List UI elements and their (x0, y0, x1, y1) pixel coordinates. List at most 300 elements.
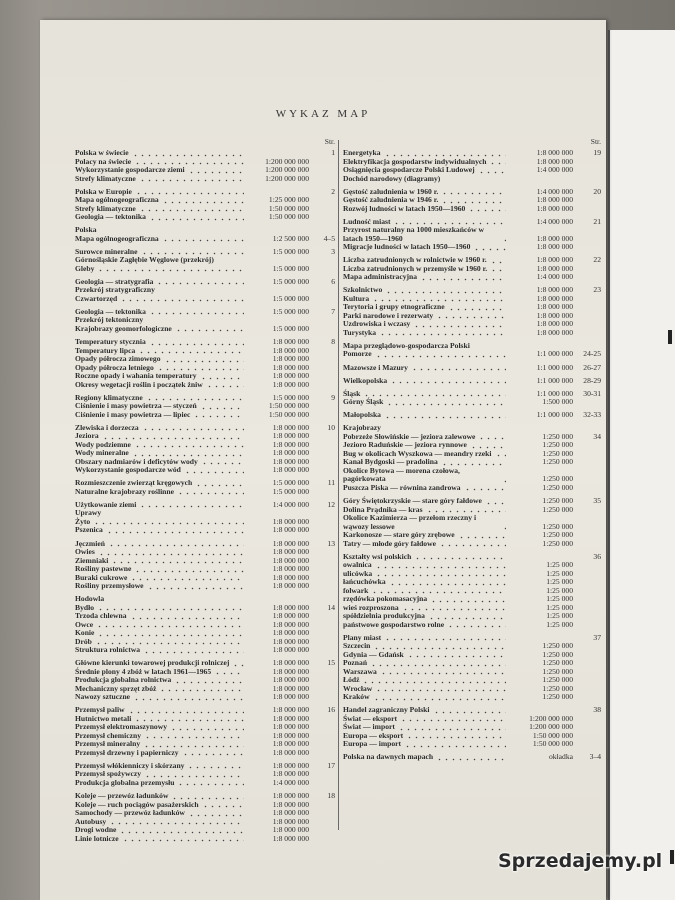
map-scale: 1:50 000 000 (268, 401, 309, 411)
map-scale: 1:25 000 (546, 560, 573, 570)
dot-leader (200, 404, 244, 410)
dot-leader (363, 391, 506, 397)
dot-leader (420, 275, 506, 281)
map-entry (75, 381, 335, 390)
map-entry (75, 693, 335, 702)
map-group (343, 218, 601, 252)
map-scale: 1:8 000 000 (272, 611, 309, 621)
map-entry (343, 377, 601, 386)
page-number: 38 (593, 705, 601, 715)
page-number: 1 (331, 148, 335, 157)
map-title: Polska w świecie (75, 148, 129, 157)
map-group (75, 595, 335, 655)
dot-leader (436, 313, 506, 319)
page-number: 6 (331, 276, 335, 286)
dot-leader (133, 695, 244, 701)
map-scale: 1:5 000 000 (272, 306, 309, 316)
map-scale: 1:5 000 000 (272, 263, 309, 273)
map-title: Śląsk (343, 388, 361, 398)
map-scale: 1:8 000 000 (272, 354, 309, 364)
dot-leader (182, 750, 244, 756)
map-scale: 1:50 000 000 (532, 739, 573, 749)
map-title: Przemysł drzewny i papierniczy (75, 747, 179, 757)
dot-leader (384, 635, 506, 641)
map-entry (343, 514, 601, 531)
map-scale: 1:8 000 000 (272, 722, 309, 732)
map-entry (343, 329, 601, 338)
map-title: Świat — eksport (343, 713, 398, 723)
dot-leader (386, 400, 506, 406)
map-scale: 1:1 000 000 (536, 362, 573, 372)
map-entry (75, 749, 335, 758)
dot-leader (400, 716, 506, 722)
dot-leader (107, 597, 244, 603)
map-scale: 1:8 000 000 (272, 431, 309, 441)
map-scale: 1:250 000 (542, 530, 573, 540)
map-scale: 1:200 000 000 (529, 722, 573, 732)
map-scale: 1:250 000 (542, 440, 573, 450)
map-scale: 1:250 000 (542, 692, 573, 702)
dot-leader (201, 459, 244, 465)
map-title: Wody mineralne (75, 448, 129, 458)
map-title: Produkcja globalna rolnictwa (75, 675, 172, 685)
map-group (343, 390, 601, 407)
map-scale: 1:4 000 000 (536, 186, 573, 196)
map-scale: 1:8 000 000 (272, 456, 309, 466)
map-entry (75, 646, 335, 655)
map-scale: 1:250 000 (542, 474, 573, 484)
dot-leader (464, 485, 506, 491)
map-group (343, 497, 601, 548)
map-group (75, 762, 335, 788)
map-title: Szczecin (343, 641, 371, 651)
dot-leader (162, 236, 244, 242)
map-title: Buraki cukrowe (75, 572, 128, 582)
map-title: Kraków (343, 692, 370, 702)
map-group (75, 479, 335, 496)
map-entry (343, 740, 601, 749)
dot-leader (370, 661, 506, 667)
map-scale: 1:25 000 (546, 619, 573, 629)
map-scale: 1:4 000 000 (536, 165, 573, 174)
map-scale: 1:8 000 000 (272, 371, 309, 381)
map-scale: 1:8 000 000 (536, 148, 573, 157)
map-entry (343, 364, 601, 373)
map-scale: 1:200 000 000 (265, 156, 309, 166)
dot-leader (406, 733, 506, 739)
map-group (75, 278, 335, 304)
page-number: 16 (327, 705, 335, 715)
dot-leader (132, 451, 244, 457)
map-scale: 1:8 000 000 (272, 808, 309, 817)
map-title: Warszawa (343, 666, 377, 676)
map-group (75, 308, 335, 334)
map-scale: 1:8 000 000 (272, 602, 309, 612)
map-title: Przemysł włókienniczy i skórzany (75, 760, 185, 770)
page-number: 11 (327, 478, 335, 488)
map-title: Kształty wsi polskich (343, 551, 412, 561)
map-entry (343, 243, 601, 252)
dot-leader (436, 755, 506, 761)
map-entry (343, 350, 601, 359)
map-scale: 1:8 000 000 (536, 302, 573, 312)
map-entry (75, 235, 335, 244)
map-scale: 1:8 000 000 (272, 739, 309, 749)
map-scale: 1:8 000 000 (272, 747, 309, 757)
map-scale: 1:4 000 000 (272, 499, 309, 509)
map-title: spółdzielnia produkcyjna (343, 611, 425, 621)
dot-leader (217, 258, 244, 264)
map-title: Kultura (343, 293, 370, 303)
page-number: 13 (327, 538, 335, 548)
page-number: 4–5 (323, 233, 335, 243)
map-scale: 1:250 000 (542, 649, 573, 659)
map-title: Polska (75, 225, 97, 235)
map-group (75, 338, 335, 389)
dot-leader (385, 288, 506, 294)
map-title: Ciśnienie i masy powietrza — styczeń (75, 401, 197, 411)
dot-leader (379, 330, 506, 336)
dot-leader (144, 772, 244, 778)
map-entry (343, 175, 601, 184)
map-title: wieś rozproszona (343, 602, 399, 612)
map-scale: 1:8 000 000 (536, 156, 573, 166)
map-scale: 1:25 000 (546, 585, 573, 595)
map-title: Temperatury stycznia (75, 337, 146, 347)
map-title: Uprawy (75, 508, 102, 518)
map-group (75, 424, 335, 475)
map-title: Polacy na świecie (75, 156, 132, 166)
map-scale: 1:8 000 000 (272, 675, 309, 685)
page-number: 8 (331, 337, 335, 347)
page-number: 19 (593, 148, 601, 157)
map-title: łańcuchówka (343, 577, 386, 587)
map-scale: 1:5 000 000 (272, 392, 309, 402)
map-scale: 1:8 000 000 (272, 345, 309, 355)
dot-leader (98, 550, 244, 556)
map-scale: 1:250 000 (542, 675, 573, 685)
dot-leader (362, 678, 506, 684)
map-title: Rośliny pastewne (75, 564, 132, 574)
map-scale: 1:250 000 (542, 482, 573, 492)
map-scale: 1:250 000 (542, 521, 573, 531)
map-entry (75, 835, 335, 844)
dot-leader (139, 176, 244, 182)
page-number: 30-31 (583, 388, 601, 398)
map-title: Konie (75, 628, 95, 638)
map-title: Przemysł chemiczny (75, 730, 141, 740)
dot-leader (448, 305, 506, 311)
map-entry (75, 411, 335, 420)
dot-leader (188, 811, 244, 817)
map-title: Parki narodowe i rezerwaty (343, 310, 434, 320)
map-group (343, 753, 601, 762)
map-title: Uzdrowiska i wczasy (343, 319, 411, 329)
map-entry (343, 693, 601, 702)
map-entry (75, 325, 335, 334)
dot-leader (147, 584, 244, 590)
map-scale: 1:250 000 (542, 666, 573, 676)
map-title: Wykorzystanie gospodarcze wód (75, 465, 181, 475)
dot-leader (375, 352, 506, 358)
map-scale: 1:8 000 000 (536, 203, 573, 213)
map-scale: 1:8 000 000 (272, 516, 309, 526)
map-title: Okresy wegetacji roślin i początek żniw (75, 379, 203, 389)
map-group (343, 256, 601, 282)
map-scale: 1:8 000 000 (272, 619, 309, 629)
dot-leader (93, 519, 244, 525)
map-title: Hodowla (75, 594, 105, 604)
map-title: Okolice Bytowa — morena czołowa, pagórkowata (343, 465, 460, 484)
map-entry (75, 779, 335, 788)
map-title: Elektryfikacja gospodarstw indywidualnych (343, 156, 487, 166)
dot-leader (193, 412, 244, 418)
map-scale: 1:25 000 (546, 611, 573, 621)
dot-leader (389, 580, 506, 586)
map-scale: 1:8 000 000 (272, 833, 309, 843)
dot-leader (143, 648, 244, 654)
right-column (343, 137, 601, 767)
dot-leader (143, 742, 244, 748)
page-number: 7 (331, 306, 335, 316)
dot-leader (162, 198, 244, 204)
page-number: 34 (593, 431, 601, 441)
map-scale: 1:4 000 000 (536, 216, 573, 226)
map-scale: 1:8 000 000 (272, 538, 309, 548)
map-group (343, 149, 601, 183)
dot-leader (142, 425, 244, 431)
page-number: 22 (593, 255, 601, 265)
map-title: Zlewiska i dorzecza (75, 422, 139, 432)
dot-leader (130, 575, 244, 581)
dot-leader (97, 266, 244, 272)
page-number: 3–4 (589, 752, 601, 762)
dot-leader (375, 563, 506, 569)
map-title: Średnie plony 4 zbóż w latach 1961—1965 (75, 666, 212, 676)
map-title: Geologia — stratygrafia (75, 276, 154, 286)
map-group (343, 364, 601, 373)
dot-leader (132, 151, 244, 157)
map-title: Mapa administracyjna (343, 272, 418, 282)
dot-leader (177, 489, 244, 495)
dot-leader (158, 288, 244, 294)
dot-leader (106, 528, 244, 534)
map-title: Polska w Europie (75, 186, 132, 196)
dot-leader (122, 836, 244, 842)
next-page-edge (608, 30, 675, 900)
dot-leader (478, 434, 506, 440)
map-scale: 1:8 000 000 (272, 379, 309, 389)
map-scale: 1:5 000 000 (272, 323, 309, 333)
dot-leader (433, 708, 507, 714)
dot-leader (202, 802, 244, 808)
map-title: Strefy klimatyczne (75, 173, 136, 183)
map-entry (75, 501, 335, 510)
map-scale: 1:250 000 (542, 504, 573, 514)
page-number: 21 (593, 216, 601, 226)
map-title: Górnośląskie Zagłębie Węglowe (przekrój) (75, 255, 214, 265)
map-scale: 1:8 000 000 (272, 422, 309, 432)
map-title: Ziemniaki (75, 555, 109, 565)
dot-leader (495, 451, 506, 457)
map-entry (343, 273, 601, 282)
page-number: 26-27 (583, 362, 601, 372)
map-scale: 1:8 000 000 (536, 285, 573, 295)
map-group (75, 659, 335, 702)
dot-leader (373, 695, 506, 701)
dot-leader (404, 742, 506, 748)
map-scale: 1:8 000 000 (272, 564, 309, 574)
map-scale: 1:8 000 000 (272, 816, 309, 826)
dot-leader (170, 725, 244, 731)
map-title: Puszcza Piska — równina zandrowa (343, 482, 461, 492)
map-title: Bug w okolicach Wyszkowa — meandry rzeki (343, 448, 492, 458)
map-group (75, 149, 335, 183)
map-scale: 1:25 000 (546, 577, 573, 587)
map-group (343, 706, 601, 749)
dot-leader (119, 828, 244, 834)
page-column-header: Str. (324, 137, 335, 146)
map-scale: 1:8 000 000 (272, 769, 309, 779)
map-title: Opady półrocza letniego (75, 362, 154, 372)
map-scale: 1:8 000 000 (272, 362, 309, 372)
map-title: Produkcja globalna przemysłu (75, 777, 175, 787)
map-title: owalnica (343, 560, 372, 570)
dot-leader (398, 725, 506, 731)
dot-leader (134, 567, 244, 573)
map-scale: 1:8 000 000 (536, 327, 573, 337)
map-title: Drogi wodne (75, 825, 117, 834)
map-title: Koleje — przewóz ładunków (75, 791, 169, 800)
dot-leader (490, 258, 506, 264)
map-title: Ludność miast (343, 216, 391, 226)
map-scale: 1:2 500 000 (272, 233, 309, 243)
dot-leader (188, 168, 244, 174)
dot-leader (111, 558, 244, 564)
map-title: Dolina Prądnika — kras (343, 504, 423, 514)
dot-leader (175, 326, 244, 332)
dot-leader (485, 499, 506, 505)
page-number: 17 (327, 760, 335, 770)
map-entry (343, 621, 601, 630)
map-scale: 1:8 000 000 (272, 636, 309, 646)
map-scale: 1:1 000 000 (536, 388, 573, 398)
dot-leader (139, 206, 244, 212)
map-scale: 1:200 000 000 (265, 173, 309, 183)
map-scale: 1:8 000 000 (272, 337, 309, 347)
map-title: Owies (75, 547, 95, 557)
map-scale: 1:8 000 000 (536, 195, 573, 205)
dot-leader (458, 533, 506, 539)
map-title: Geologia — tektonika (75, 306, 146, 316)
map-title: Przekrój stratygraficzny (75, 285, 155, 295)
map-group (343, 286, 601, 337)
map-title: Mechaniczny sprzęt zbóż (75, 683, 157, 693)
map-entry (75, 526, 335, 535)
map-title: Łódź (343, 675, 360, 685)
map-entry (75, 488, 335, 497)
map-title: Nawozy sztuczne (75, 692, 131, 702)
map-title: Górny Śląsk (343, 397, 384, 407)
map-group (75, 540, 335, 591)
map-scale: 1:8 000 000 (272, 525, 309, 535)
map-title: Świat — import (343, 722, 395, 732)
dot-leader (134, 442, 244, 448)
map-entry (75, 295, 335, 304)
map-title: Hutnictwo metali (75, 713, 132, 723)
map-scale: 1:25 000 (546, 602, 573, 612)
map-group (75, 226, 335, 243)
map-title: Migracje ludności w latach 1950—1960 (343, 242, 471, 252)
map-entry (343, 753, 601, 762)
map-title: Przemysł paliw (75, 705, 125, 715)
map-title: Gdynia — Gdańsk (343, 649, 404, 659)
map-scale: 1:8 000 000 (272, 448, 309, 458)
map-entry (75, 175, 335, 184)
dot-leader (428, 614, 506, 620)
dot-leader (149, 215, 244, 221)
map-group (343, 634, 601, 702)
map-title: Mapa przeglądowo-gospodarcza Polski (343, 340, 470, 350)
map-scale: 1:8 000 000 (272, 547, 309, 557)
map-group (75, 248, 335, 274)
dot-leader (174, 678, 244, 684)
dot-leader (384, 151, 506, 157)
dot-leader (473, 245, 506, 251)
map-group (343, 377, 601, 386)
map-scale: 1:8 000 000 (272, 705, 309, 715)
dot-leader (149, 340, 244, 346)
page-number: 3 (331, 246, 335, 256)
map-scale: 1:50 000 000 (268, 203, 309, 213)
map-title: Samochody — przewóz ładunków (75, 808, 185, 817)
map-scale: 1:8 000 000 (272, 645, 309, 655)
map-scale: 1:8 000 000 (272, 555, 309, 565)
dot-leader (489, 159, 506, 165)
map-scale: 1:50 000 000 (268, 212, 309, 222)
map-title: Koleje — ruch pociągów pasażerskich (75, 799, 199, 809)
dot-leader (171, 794, 244, 800)
map-scale: 1:50 000 000 (268, 409, 309, 419)
map-scale: 1:250 000 (542, 538, 573, 548)
dot-leader (380, 669, 506, 675)
map-title: Ciśnienie i masy powietrza — lipiec (75, 409, 191, 419)
page-number: 12 (327, 499, 335, 509)
map-scale: 1:50 000 000 (532, 730, 573, 740)
map-scale: 1:8 000 000 (272, 439, 309, 449)
map-group (75, 792, 335, 843)
map-title: Roczne opady i wahania temperatury (75, 371, 197, 381)
map-title: Pomorze (343, 349, 372, 359)
map-title: Jezioro Raduńskie — jeziora rynnowe (343, 440, 467, 450)
map-scale: 1:500 000 (542, 397, 573, 407)
map-group (343, 553, 601, 630)
map-scale: 1:5 000 000 (272, 246, 309, 256)
map-title: Bydło (75, 602, 94, 612)
map-scale: 1:25 000 000 (268, 195, 309, 205)
page-number: 2 (331, 186, 335, 196)
map-title: Temperatury lipca (75, 345, 136, 355)
dot-leader (214, 669, 244, 675)
dot-leader (104, 511, 244, 517)
document-page (40, 20, 606, 900)
page-number: 23 (593, 285, 601, 295)
map-group (75, 394, 335, 420)
map-group (75, 706, 335, 757)
map-title: Wody podziemne (75, 439, 131, 449)
page-number: 14 (327, 602, 335, 612)
map-scale: 1:5 000 000 (272, 486, 309, 496)
